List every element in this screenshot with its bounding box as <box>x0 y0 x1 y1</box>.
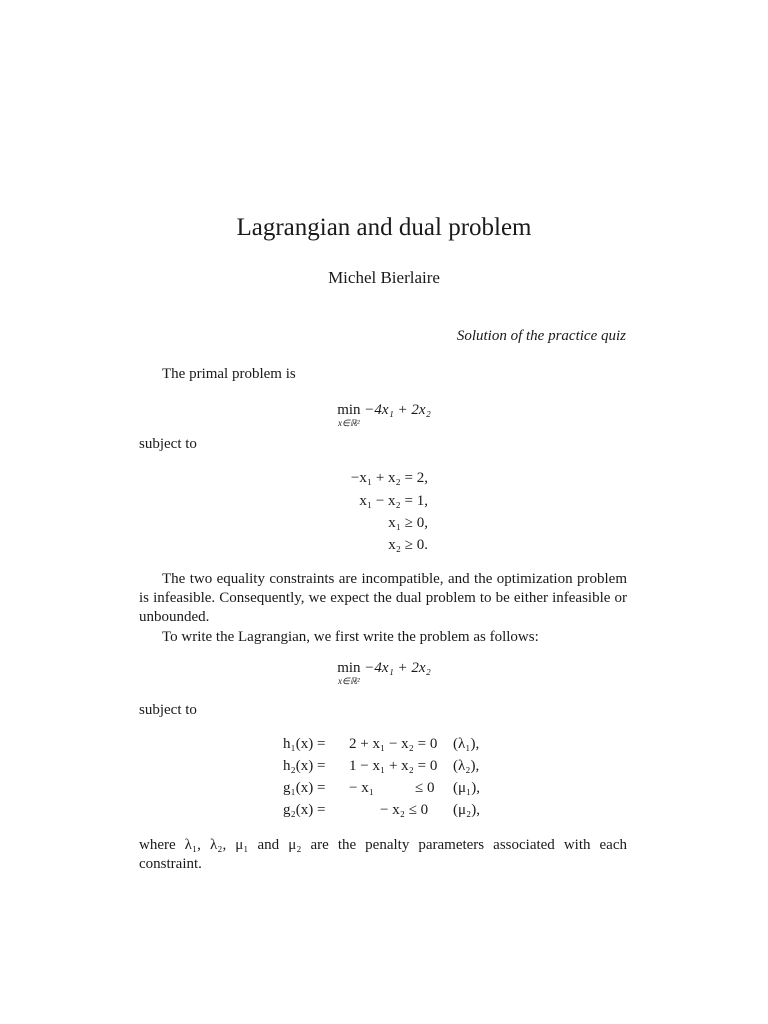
constraint-lhs: h₂(x) = <box>283 758 326 774</box>
constraint-row: −x₁ + x₂ = 2, <box>350 470 428 486</box>
subject-to-label-1: subject to <box>139 436 197 452</box>
constraint-multiplier: (λ₁), <box>453 736 480 752</box>
objective-expression: −4x₁ + 2x₂ <box>364 660 431 676</box>
min-operator: min <box>337 660 361 676</box>
infeasibility-paragraph: The two equality constraints are incompatible, and the optimization problem is infeasible. Consequently, we expect the dual problem to be either infeasible or unbounded. <box>139 571 627 626</box>
constraint-body: − x₂ ≤ 0 <box>380 802 429 818</box>
objective-expression: −4x₁ + 2x₂ <box>364 402 431 418</box>
document-author: Michel Bierlaire <box>328 268 440 287</box>
objective-equation-1 <box>0 402 768 428</box>
min-operator: min <box>337 402 361 418</box>
constraint-list-2 <box>283 736 503 826</box>
subject-to-label-2: subject to <box>139 702 197 718</box>
min-domain: x∈ℝ² <box>338 418 360 428</box>
objective-equation-2 <box>0 660 768 686</box>
constraint-multiplier: (λ₂), <box>453 758 480 774</box>
constraint-body: − x₁ <box>349 780 374 796</box>
penalty-paragraph: where λ₁, λ₂, μ₁ and μ₂ are the penalty parameters associated with each constraint. <box>139 837 627 873</box>
constraint-lhs: g₁(x) = <box>283 780 326 796</box>
constraint-body: 2 + x₁ − x₂ = 0 <box>349 736 438 752</box>
document-subtitle: Solution of the practice quiz <box>456 328 626 344</box>
constraint-body: 1 − x₁ + x₂ = 0 <box>349 758 438 774</box>
document-title: Lagrangian and dual problem <box>236 214 532 241</box>
intro-paragraph: The primal problem is <box>162 366 296 382</box>
constraint-relation: ≤ 0 <box>415 780 435 796</box>
constraint-row: x₁ ≥ 0, <box>388 515 428 531</box>
lagrangian-paragraph: To write the Lagrangian, we first write the problem as follows: <box>162 629 539 645</box>
constraint-lhs: g₂(x) = <box>283 802 326 818</box>
constraint-multiplier: (μ₂), <box>453 802 481 818</box>
constraint-lhs: h₁(x) = <box>283 736 326 752</box>
constraint-row: x₂ ≥ 0. <box>388 537 428 553</box>
constraint-row: x₁ − x₂ = 1, <box>359 493 428 509</box>
min-domain: x∈ℝ² <box>338 676 360 686</box>
constraint-multiplier: (μ₁), <box>453 780 481 796</box>
